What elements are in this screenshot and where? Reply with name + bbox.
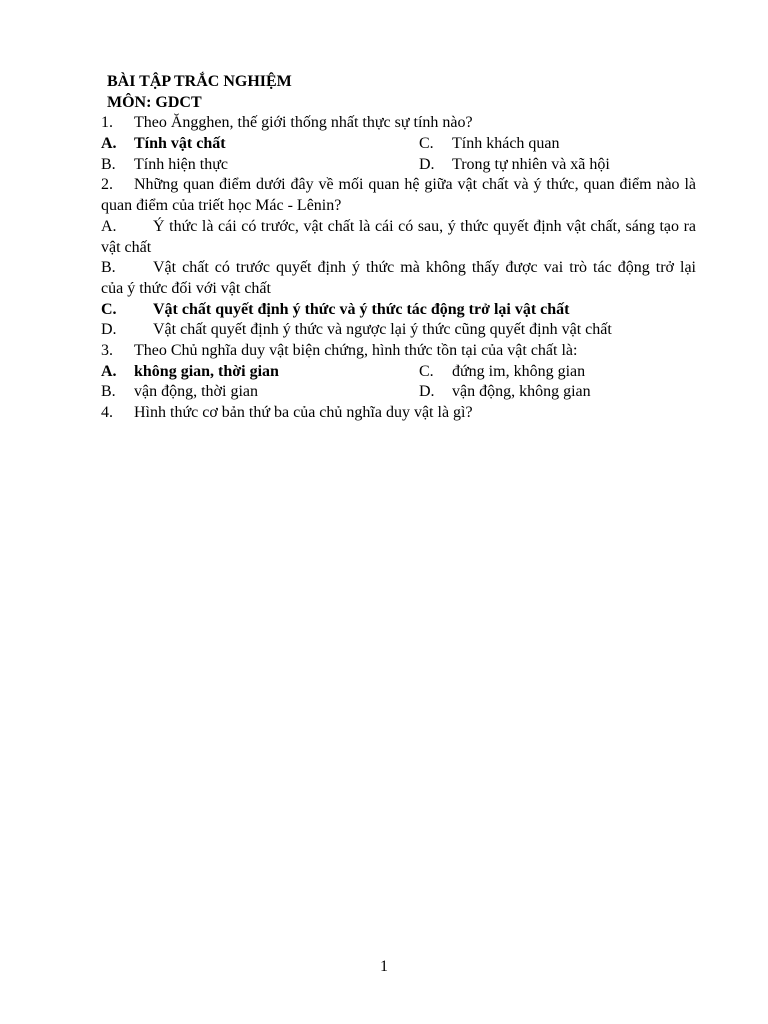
question-text: Những quan điểm dưới đây về mối quan hệ giữa vật chất và ý thức, quan điểm nào là (134, 176, 696, 194)
q2-option-d: D. Vật chất quyết định ý thức và ngược lại ý thức cũng quyết định vật chất (101, 321, 612, 339)
q1-option-d: D. Trong tự nhiên và xã hội (419, 155, 610, 173)
subject-title: MÔN: GDCT (107, 93, 202, 111)
question-text: Theo Chủ nghĩa duy vật biện chứng, hình thức tồn tại của vật chất là: (134, 341, 578, 359)
q1-option-b: B. Tính hiện thực (101, 155, 228, 173)
q3-option-c: C. đứng im, không gian (419, 362, 586, 380)
q3-option-a: A. không gian, thời gian (101, 362, 279, 380)
question-2-line-1 (101, 175, 696, 196)
q3-option-d: D. vận động, không gian (419, 383, 591, 401)
q1-options-row-1 (101, 134, 696, 155)
question-1 (101, 113, 696, 134)
document-title: BÀI TẬP TRẮC NGHIỆM (107, 73, 292, 90)
q1-option-c: C. Tính khách quan (419, 135, 560, 153)
q2-option-a-line-2: vật chất (101, 238, 152, 256)
question-number: 2. (101, 176, 113, 194)
q1-option-a: A. Tính vật chất (101, 135, 226, 153)
q2-option-b-line-1: B. Vật chất có trước quyết định ý thức mà không thấy được vai trò tác động trở lại (101, 259, 696, 277)
question-number: 3. (101, 341, 113, 359)
question-2-line-2: quan điểm của triết học Mác - Lênin? (101, 197, 342, 215)
q3-option-b: B. vận động, thời gian (101, 383, 258, 401)
q2-option-c: C. Vật chất quyết định ý thức và ý thức tác động trở lại vật chất (101, 300, 570, 318)
question-number: 4. (101, 404, 113, 421)
q3-options-row-1 (101, 362, 696, 383)
q3-options-row-2 (101, 382, 696, 403)
question-text: Hình thức cơ bản thứ ba của chủ nghĩa duy vật là gì? (134, 404, 473, 421)
question-number: 1. (101, 114, 113, 132)
question-text: Theo Ăngghen, thế giới thống nhất thực sự tính nào? (134, 114, 473, 132)
page-number: 1 (380, 958, 388, 975)
q1-options-row-2 (101, 155, 696, 176)
question-3 (101, 341, 696, 362)
q2-option-b-line-2: của ý thức đối với vật chất (101, 279, 271, 297)
question-4 (101, 403, 696, 424)
document-page (101, 72, 696, 424)
q2-option-a-line-1: A. Ý thức là cái có trước, vật chất là cái có sau, ý thức quyết định vật chất, sáng tạo ra (101, 217, 696, 235)
